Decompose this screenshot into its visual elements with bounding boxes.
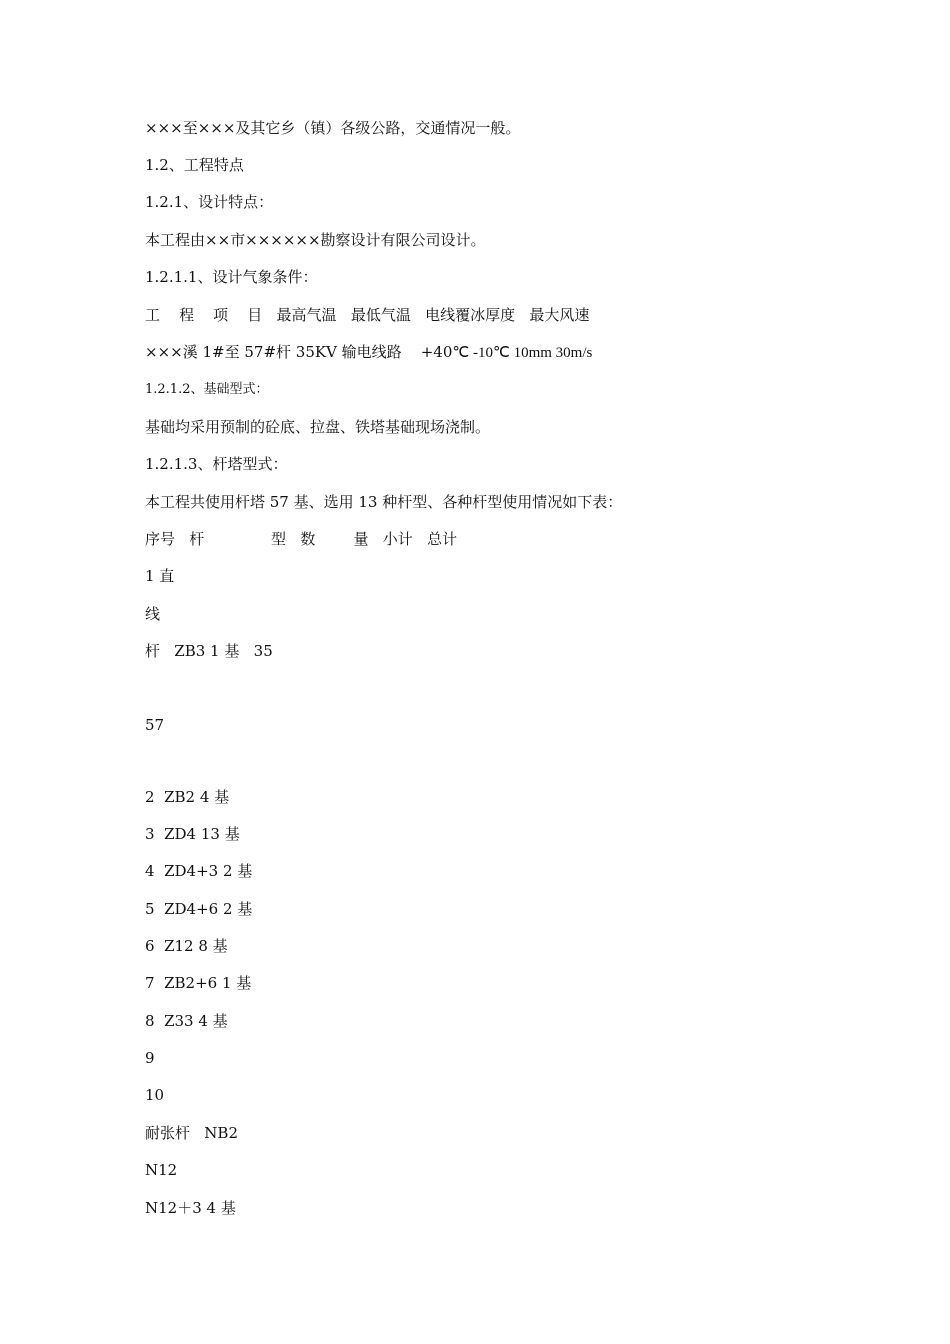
table-row: N12＋3 4 基 [145,1199,236,1217]
table-row: 1 直 [145,567,175,585]
table-row: 10 [145,1086,165,1104]
paragraph-foundation: 基础均采用预制的砼底、拉盘、铁塔基础现场浇制。 [145,418,491,436]
heading-weather-conditions: 1.2.1.1、设计气象条件： [145,268,318,286]
paragraph-tower-usage: 本工程共使用杆塔 57 基、选用 13 种杆型、各种杆型使用情况如下表： [145,493,623,511]
paragraph-designer: 本工程由××市××××××勘察设计有限公司设计。 [145,231,486,249]
table-row: 8 Z33 4 基 [145,1012,228,1030]
table-row: 9 [145,1049,155,1067]
table-row: N12 [145,1161,178,1179]
heading-tower-type: 1.2.1.3、杆塔型式： [145,455,288,473]
weather-row-values: ℃ -10℃ 10mm 30m/s [452,345,593,361]
table-row: 6 Z12 8 基 [145,937,228,955]
weather-table-row [145,342,592,363]
table-row: 杆 ZB3 1 基 35 [145,642,273,660]
table-row: 耐张杆 NB2 [145,1124,238,1142]
table-row: 5 ZD4+6 2 基 [145,900,253,918]
table-row: 3 ZD4 13 基 [145,825,240,843]
paragraph-traffic: ×××至×××及其它乡（镇）各级公路，交通情况一般。 [145,119,521,137]
tower-table-header: 序号 杆 型 数 量 小计 总计 [145,530,458,548]
weather-row-line-name: ×××溪 1#至 57#杆 35KV 输电线路 +40 [145,343,453,361]
heading-design-features: 1.2.1、设计特点： [145,193,274,211]
table-row: 线 [145,605,161,623]
table-row: 2 ZB2 4 基 [145,788,230,806]
table-row: 7 ZB2+6 1 基 [145,974,252,992]
heading-project-features: 1.2、工程特点 [145,156,244,174]
table-row: 4 ZD4+3 2 基 [145,862,253,880]
weather-table-header: 工 程 项 目 最高气温 最低气温 电线覆冰厚度 最大风速 [145,306,590,324]
table-total: 57 [145,716,165,734]
heading-foundation-type: 1.2.1.2、基础型式： [145,382,269,397]
